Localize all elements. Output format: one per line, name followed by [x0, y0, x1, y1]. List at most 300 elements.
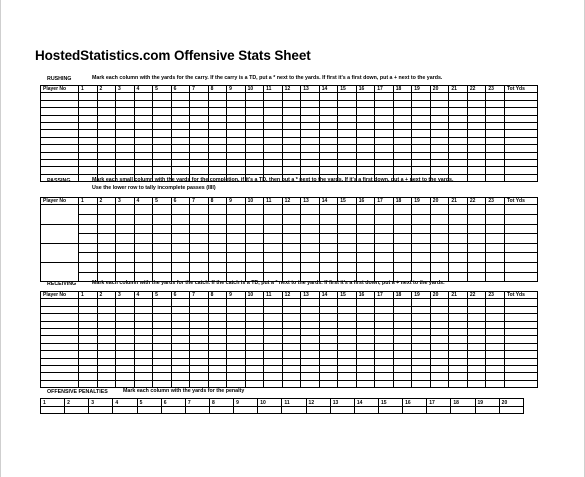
- yards-cell[interactable]: [153, 306, 172, 313]
- yards-cell[interactable]: [134, 122, 153, 129]
- yards-cell[interactable]: [486, 115, 505, 122]
- yards-cell[interactable]: [97, 159, 116, 166]
- penalty-entry-cell[interactable]: [41, 407, 65, 414]
- yards-cell[interactable]: [430, 108, 449, 115]
- yards-cell[interactable]: [79, 137, 98, 144]
- yards-cell[interactable]: [171, 93, 190, 100]
- incomplete-tally-cell[interactable]: [282, 234, 301, 244]
- penalty-entry-cell[interactable]: [234, 407, 258, 414]
- penalty-entry-cell[interactable]: [282, 407, 306, 414]
- yards-cell[interactable]: [264, 306, 283, 313]
- yards-cell[interactable]: [338, 306, 357, 313]
- yards-cell[interactable]: [227, 145, 246, 152]
- yards-cell[interactable]: [393, 336, 412, 343]
- penalty-entry-cell[interactable]: [403, 407, 427, 414]
- yards-cell[interactable]: [301, 224, 320, 234]
- yards-cell[interactable]: [338, 115, 357, 122]
- yards-cell[interactable]: [393, 137, 412, 144]
- yards-cell[interactable]: [227, 380, 246, 387]
- yards-cell[interactable]: [116, 224, 135, 234]
- yards-cell[interactable]: [264, 224, 283, 234]
- yards-cell[interactable]: [467, 365, 486, 372]
- yards-cell[interactable]: [449, 306, 468, 313]
- yards-cell[interactable]: [319, 137, 338, 144]
- yards-cell[interactable]: [227, 224, 246, 234]
- yards-cell[interactable]: [486, 174, 505, 181]
- incomplete-tally-cell[interactable]: [97, 214, 116, 224]
- penalty-cell-17[interactable]: 17: [427, 399, 451, 407]
- incomplete-tally-cell[interactable]: [393, 253, 412, 263]
- yards-cell[interactable]: [227, 314, 246, 321]
- yards-cell[interactable]: [171, 145, 190, 152]
- yards-cell[interactable]: [356, 167, 375, 174]
- yards-cell[interactable]: [412, 299, 431, 306]
- yards-cell[interactable]: [393, 373, 412, 380]
- yards-cell[interactable]: [301, 205, 320, 215]
- yards-cell[interactable]: [319, 351, 338, 358]
- player-no-cell[interactable]: [41, 358, 79, 365]
- incomplete-tally-cell[interactable]: [153, 234, 172, 244]
- yards-cell[interactable]: [190, 306, 209, 313]
- yards-cell[interactable]: [245, 299, 264, 306]
- yards-cell[interactable]: [97, 205, 116, 215]
- yards-cell[interactable]: [134, 306, 153, 313]
- yards-cell[interactable]: [171, 351, 190, 358]
- yards-cell[interactable]: [467, 93, 486, 100]
- incomplete-tally-cell[interactable]: [190, 214, 209, 224]
- penalty-entry-cell[interactable]: [185, 407, 209, 414]
- yards-cell[interactable]: [97, 145, 116, 152]
- yards-cell[interactable]: [486, 137, 505, 144]
- yards-cell[interactable]: [264, 299, 283, 306]
- player-no-cell[interactable]: [41, 100, 79, 107]
- incomplete-tally-cell[interactable]: [245, 253, 264, 263]
- yards-cell[interactable]: [467, 137, 486, 144]
- yards-cell[interactable]: [79, 351, 98, 358]
- incomplete-tally-cell[interactable]: [116, 214, 135, 224]
- yards-cell[interactable]: [375, 328, 394, 335]
- penalty-cell-2[interactable]: 2: [65, 399, 89, 407]
- penalty-entry-cell[interactable]: [499, 407, 523, 414]
- yards-cell[interactable]: [375, 336, 394, 343]
- yards-cell[interactable]: [338, 152, 357, 159]
- yards-cell[interactable]: [282, 262, 301, 272]
- yards-cell[interactable]: [393, 351, 412, 358]
- yards-cell[interactable]: [393, 205, 412, 215]
- yards-cell[interactable]: [171, 152, 190, 159]
- yards-cell[interactable]: [412, 159, 431, 166]
- yards-cell[interactable]: [319, 365, 338, 372]
- yards-cell[interactable]: [393, 314, 412, 321]
- yards-cell[interactable]: [282, 365, 301, 372]
- yards-cell[interactable]: [171, 373, 190, 380]
- yards-cell[interactable]: [393, 328, 412, 335]
- yards-cell[interactable]: [375, 262, 394, 272]
- total-yards-cell[interactable]: [505, 336, 538, 343]
- incomplete-tally-cell[interactable]: [153, 253, 172, 263]
- yards-cell[interactable]: [319, 243, 338, 253]
- yards-cell[interactable]: [79, 152, 98, 159]
- yards-cell[interactable]: [97, 100, 116, 107]
- yards-cell[interactable]: [301, 380, 320, 387]
- penalty-cell-6[interactable]: 6: [161, 399, 185, 407]
- yards-cell[interactable]: [227, 100, 246, 107]
- yards-cell[interactable]: [190, 243, 209, 253]
- yards-cell[interactable]: [319, 262, 338, 272]
- player-no-cell[interactable]: [41, 159, 79, 166]
- yards-cell[interactable]: [412, 306, 431, 313]
- incomplete-tally-cell[interactable]: [393, 234, 412, 244]
- yards-cell[interactable]: [319, 328, 338, 335]
- yards-cell[interactable]: [190, 262, 209, 272]
- yards-cell[interactable]: [245, 380, 264, 387]
- incomplete-tally-cell[interactable]: [319, 234, 338, 244]
- player-no-cell[interactable]: [41, 365, 79, 372]
- yards-cell[interactable]: [319, 336, 338, 343]
- penalty-entry-cell[interactable]: [137, 407, 161, 414]
- yards-cell[interactable]: [467, 130, 486, 137]
- yards-cell[interactable]: [393, 122, 412, 129]
- yards-cell[interactable]: [356, 130, 375, 137]
- penalty-entry-cell[interactable]: [475, 407, 499, 414]
- yards-cell[interactable]: [319, 108, 338, 115]
- penalty-cell-13[interactable]: 13: [330, 399, 354, 407]
- total-yards-cell[interactable]: [505, 115, 538, 122]
- yards-cell[interactable]: [264, 380, 283, 387]
- yards-cell[interactable]: [153, 145, 172, 152]
- yards-cell[interactable]: [171, 328, 190, 335]
- yards-cell[interactable]: [190, 380, 209, 387]
- yards-cell[interactable]: [430, 336, 449, 343]
- yards-cell[interactable]: [190, 137, 209, 144]
- yards-cell[interactable]: [227, 328, 246, 335]
- penalty-entry-cell[interactable]: [306, 407, 330, 414]
- yards-cell[interactable]: [356, 137, 375, 144]
- yards-cell[interactable]: [245, 167, 264, 174]
- yards-cell[interactable]: [449, 159, 468, 166]
- yards-cell[interactable]: [97, 108, 116, 115]
- player-no-cell[interactable]: [41, 152, 79, 159]
- yards-cell[interactable]: [171, 115, 190, 122]
- incomplete-tally-cell[interactable]: [375, 214, 394, 224]
- yards-cell[interactable]: [208, 152, 227, 159]
- yards-cell[interactable]: [356, 205, 375, 215]
- yards-cell[interactable]: [449, 115, 468, 122]
- yards-cell[interactable]: [486, 100, 505, 107]
- penalty-cell-4[interactable]: 4: [113, 399, 137, 407]
- yards-cell[interactable]: [467, 343, 486, 350]
- yards-cell[interactable]: [356, 306, 375, 313]
- yards-cell[interactable]: [79, 321, 98, 328]
- yards-cell[interactable]: [208, 100, 227, 107]
- incomplete-tally-cell[interactable]: [338, 214, 357, 224]
- total-yards-cell[interactable]: [505, 145, 538, 152]
- yards-cell[interactable]: [134, 152, 153, 159]
- total-yards-cell[interactable]: [505, 234, 538, 244]
- yards-cell[interactable]: [467, 159, 486, 166]
- yards-cell[interactable]: [227, 373, 246, 380]
- incomplete-tally-cell[interactable]: [264, 253, 283, 263]
- yards-cell[interactable]: [467, 108, 486, 115]
- yards-cell[interactable]: [153, 380, 172, 387]
- yards-cell[interactable]: [467, 205, 486, 215]
- yards-cell[interactable]: [301, 328, 320, 335]
- yards-cell[interactable]: [264, 262, 283, 272]
- yards-cell[interactable]: [97, 93, 116, 100]
- yards-cell[interactable]: [375, 122, 394, 129]
- yards-cell[interactable]: [301, 351, 320, 358]
- yards-cell[interactable]: [245, 328, 264, 335]
- yards-cell[interactable]: [79, 122, 98, 129]
- yards-cell[interactable]: [301, 167, 320, 174]
- total-yards-cell[interactable]: [505, 306, 538, 313]
- total-yards-cell[interactable]: [505, 358, 538, 365]
- incomplete-tally-cell[interactable]: [375, 234, 394, 244]
- yards-cell[interactable]: [486, 243, 505, 253]
- yards-cell[interactable]: [301, 336, 320, 343]
- yards-cell[interactable]: [356, 159, 375, 166]
- yards-cell[interactable]: [245, 122, 264, 129]
- yards-cell[interactable]: [134, 336, 153, 343]
- yards-cell[interactable]: [190, 224, 209, 234]
- yards-cell[interactable]: [190, 93, 209, 100]
- yards-cell[interactable]: [486, 343, 505, 350]
- yards-cell[interactable]: [116, 328, 135, 335]
- incomplete-tally-cell[interactable]: [134, 214, 153, 224]
- yards-cell[interactable]: [449, 299, 468, 306]
- yards-cell[interactable]: [190, 358, 209, 365]
- player-no-cell[interactable]: [41, 243, 79, 262]
- yards-cell[interactable]: [356, 299, 375, 306]
- yards-cell[interactable]: [338, 224, 357, 234]
- incomplete-tally-cell[interactable]: [190, 234, 209, 244]
- yards-cell[interactable]: [153, 321, 172, 328]
- yards-cell[interactable]: [393, 224, 412, 234]
- yards-cell[interactable]: [467, 243, 486, 253]
- yards-cell[interactable]: [79, 314, 98, 321]
- yards-cell[interactable]: [79, 115, 98, 122]
- yards-cell[interactable]: [319, 373, 338, 380]
- yards-cell[interactable]: [134, 93, 153, 100]
- yards-cell[interactable]: [208, 145, 227, 152]
- yards-cell[interactable]: [319, 314, 338, 321]
- yards-cell[interactable]: [486, 152, 505, 159]
- yards-cell[interactable]: [430, 243, 449, 253]
- yards-cell[interactable]: [171, 159, 190, 166]
- yards-cell[interactable]: [245, 205, 264, 215]
- yards-cell[interactable]: [356, 108, 375, 115]
- player-no-cell[interactable]: [41, 321, 79, 328]
- yards-cell[interactable]: [430, 380, 449, 387]
- yards-cell[interactable]: [412, 262, 431, 272]
- yards-cell[interactable]: [245, 224, 264, 234]
- incomplete-tally-cell[interactable]: [208, 214, 227, 224]
- player-no-cell[interactable]: [41, 299, 79, 306]
- total-yards-cell[interactable]: [505, 93, 538, 100]
- penalty-cell-3[interactable]: 3: [89, 399, 113, 407]
- yards-cell[interactable]: [486, 205, 505, 215]
- yards-cell[interactable]: [171, 321, 190, 328]
- yards-cell[interactable]: [264, 365, 283, 372]
- yards-cell[interactable]: [449, 205, 468, 215]
- yards-cell[interactable]: [393, 306, 412, 313]
- incomplete-tally-cell[interactable]: [356, 253, 375, 263]
- yards-cell[interactable]: [171, 336, 190, 343]
- yards-cell[interactable]: [412, 100, 431, 107]
- yards-cell[interactable]: [282, 351, 301, 358]
- yards-cell[interactable]: [153, 152, 172, 159]
- yards-cell[interactable]: [301, 152, 320, 159]
- yards-cell[interactable]: [97, 122, 116, 129]
- yards-cell[interactable]: [97, 262, 116, 272]
- player-no-cell[interactable]: [41, 224, 79, 243]
- yards-cell[interactable]: [356, 365, 375, 372]
- yards-cell[interactable]: [467, 145, 486, 152]
- yards-cell[interactable]: [134, 380, 153, 387]
- incomplete-tally-cell[interactable]: [467, 272, 486, 282]
- incomplete-tally-cell[interactable]: [134, 253, 153, 263]
- yards-cell[interactable]: [97, 137, 116, 144]
- yards-cell[interactable]: [153, 115, 172, 122]
- yards-cell[interactable]: [79, 243, 98, 253]
- incomplete-tally-cell[interactable]: [467, 253, 486, 263]
- yards-cell[interactable]: [227, 159, 246, 166]
- yards-cell[interactable]: [282, 299, 301, 306]
- yards-cell[interactable]: [412, 152, 431, 159]
- yards-cell[interactable]: [449, 100, 468, 107]
- yards-cell[interactable]: [412, 145, 431, 152]
- yards-cell[interactable]: [356, 373, 375, 380]
- penalty-entry-cell[interactable]: [354, 407, 378, 414]
- yards-cell[interactable]: [449, 224, 468, 234]
- yards-cell[interactable]: [282, 224, 301, 234]
- yards-cell[interactable]: [486, 314, 505, 321]
- yards-cell[interactable]: [319, 152, 338, 159]
- yards-cell[interactable]: [190, 205, 209, 215]
- yards-cell[interactable]: [134, 343, 153, 350]
- yards-cell[interactable]: [486, 93, 505, 100]
- yards-cell[interactable]: [282, 336, 301, 343]
- penalty-entry-cell[interactable]: [378, 407, 402, 414]
- yards-cell[interactable]: [116, 93, 135, 100]
- yards-cell[interactable]: [282, 314, 301, 321]
- yards-cell[interactable]: [467, 167, 486, 174]
- yards-cell[interactable]: [301, 145, 320, 152]
- yards-cell[interactable]: [486, 167, 505, 174]
- total-yards-cell[interactable]: [505, 205, 538, 215]
- total-yards-cell[interactable]: [505, 253, 538, 263]
- yards-cell[interactable]: [134, 159, 153, 166]
- yards-cell[interactable]: [375, 243, 394, 253]
- total-yards-cell[interactable]: [505, 159, 538, 166]
- yards-cell[interactable]: [245, 365, 264, 372]
- incomplete-tally-cell[interactable]: [486, 234, 505, 244]
- yards-cell[interactable]: [282, 343, 301, 350]
- yards-cell[interactable]: [171, 299, 190, 306]
- yards-cell[interactable]: [319, 145, 338, 152]
- total-yards-cell[interactable]: [505, 152, 538, 159]
- yards-cell[interactable]: [449, 130, 468, 137]
- yards-cell[interactable]: [430, 100, 449, 107]
- penalty-cell-5[interactable]: 5: [137, 399, 161, 407]
- yards-cell[interactable]: [227, 122, 246, 129]
- yards-cell[interactable]: [171, 314, 190, 321]
- yards-cell[interactable]: [449, 152, 468, 159]
- yards-cell[interactable]: [486, 373, 505, 380]
- yards-cell[interactable]: [393, 167, 412, 174]
- yards-cell[interactable]: [208, 314, 227, 321]
- incomplete-tally-cell[interactable]: [393, 214, 412, 224]
- yards-cell[interactable]: [116, 358, 135, 365]
- yards-cell[interactable]: [134, 100, 153, 107]
- yards-cell[interactable]: [190, 115, 209, 122]
- yards-cell[interactable]: [356, 336, 375, 343]
- yards-cell[interactable]: [79, 328, 98, 335]
- yards-cell[interactable]: [208, 343, 227, 350]
- yards-cell[interactable]: [171, 343, 190, 350]
- yards-cell[interactable]: [116, 108, 135, 115]
- yards-cell[interactable]: [393, 299, 412, 306]
- yards-cell[interactable]: [97, 365, 116, 372]
- yards-cell[interactable]: [356, 262, 375, 272]
- yards-cell[interactable]: [319, 299, 338, 306]
- yards-cell[interactable]: [393, 152, 412, 159]
- yards-cell[interactable]: [449, 93, 468, 100]
- yards-cell[interactable]: [375, 358, 394, 365]
- total-yards-cell[interactable]: [505, 122, 538, 129]
- player-no-cell[interactable]: [41, 306, 79, 313]
- yards-cell[interactable]: [171, 137, 190, 144]
- yards-cell[interactable]: [153, 351, 172, 358]
- yards-cell[interactable]: [208, 306, 227, 313]
- yards-cell[interactable]: [430, 122, 449, 129]
- yards-cell[interactable]: [282, 205, 301, 215]
- yards-cell[interactable]: [79, 205, 98, 215]
- yards-cell[interactable]: [190, 167, 209, 174]
- yards-cell[interactable]: [449, 351, 468, 358]
- yards-cell[interactable]: [301, 262, 320, 272]
- player-no-cell[interactable]: [41, 108, 79, 115]
- yards-cell[interactable]: [264, 137, 283, 144]
- yards-cell[interactable]: [375, 115, 394, 122]
- yards-cell[interactable]: [319, 224, 338, 234]
- yards-cell[interactable]: [486, 299, 505, 306]
- yards-cell[interactable]: [79, 336, 98, 343]
- penalty-entry-cell[interactable]: [258, 407, 282, 414]
- yards-cell[interactable]: [301, 108, 320, 115]
- yards-cell[interactable]: [227, 108, 246, 115]
- yards-cell[interactable]: [430, 306, 449, 313]
- yards-cell[interactable]: [208, 137, 227, 144]
- yards-cell[interactable]: [190, 108, 209, 115]
- yards-cell[interactable]: [486, 122, 505, 129]
- yards-cell[interactable]: [227, 243, 246, 253]
- yards-cell[interactable]: [190, 145, 209, 152]
- yards-cell[interactable]: [486, 365, 505, 372]
- yards-cell[interactable]: [153, 224, 172, 234]
- yards-cell[interactable]: [245, 130, 264, 137]
- yards-cell[interactable]: [264, 205, 283, 215]
- yards-cell[interactable]: [412, 167, 431, 174]
- yards-cell[interactable]: [449, 343, 468, 350]
- yards-cell[interactable]: [264, 343, 283, 350]
- yards-cell[interactable]: [356, 100, 375, 107]
- yards-cell[interactable]: [412, 328, 431, 335]
- yards-cell[interactable]: [282, 373, 301, 380]
- yards-cell[interactable]: [430, 152, 449, 159]
- incomplete-tally-cell[interactable]: [264, 234, 283, 244]
- yards-cell[interactable]: [245, 314, 264, 321]
